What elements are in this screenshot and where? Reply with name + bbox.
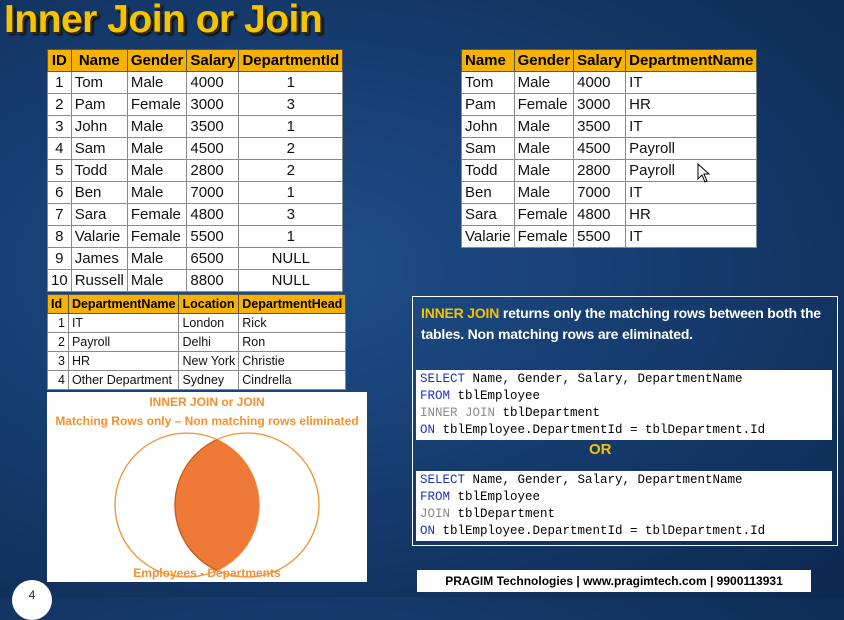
result-row-cell: Female xyxy=(514,94,574,116)
result-row-cell: Male xyxy=(514,182,574,204)
sql-keyword: SELECT xyxy=(420,372,466,386)
result-row-cell: 5500 xyxy=(574,226,626,248)
employee-row-cell: 8 xyxy=(48,226,72,248)
employee-row-cell: Todd xyxy=(71,160,127,182)
employee-row-cell: 1 xyxy=(239,72,343,94)
employee-row xyxy=(48,72,343,94)
employee-row xyxy=(48,94,343,116)
employee-row-cell: Male xyxy=(127,270,187,292)
employee-row-cell: 3 xyxy=(48,116,72,138)
employee-row-cell: 7 xyxy=(48,204,72,226)
employee-row-cell: 3500 xyxy=(187,116,239,138)
venn-diagram-panel xyxy=(47,392,367,582)
department-row-cell: 3 xyxy=(48,352,69,371)
result-row-cell: 4800 xyxy=(574,204,626,226)
employee-row-cell: 6500 xyxy=(187,248,239,270)
department-row-cell: Other Department xyxy=(68,371,179,390)
department-row-cell: Christie xyxy=(239,352,346,371)
employees-header-row xyxy=(48,50,343,72)
department-row-cell: Rick xyxy=(239,314,346,333)
employee-row-cell: 4000 xyxy=(187,72,239,94)
employee-row-cell: 3 xyxy=(239,94,343,116)
employee-row-cell: Russell xyxy=(71,270,127,292)
result-row-cell: Male xyxy=(514,72,574,94)
department-row-cell: 1 xyxy=(48,314,69,333)
employee-row-cell: Sam xyxy=(71,138,127,160)
department-row-cell: Ron xyxy=(239,333,346,352)
sql-query-inner-join xyxy=(416,370,832,440)
sql-keyword: ON xyxy=(420,524,436,538)
employees-header-cell: Gender xyxy=(127,50,187,72)
employee-row-cell: Ben xyxy=(71,182,127,204)
result-row-cell: Female xyxy=(514,226,574,248)
department-row xyxy=(48,352,346,371)
result-row xyxy=(462,116,757,138)
description-text xyxy=(421,303,831,345)
department-row-cell: IT xyxy=(68,314,179,333)
department-row-cell: 2 xyxy=(48,333,69,352)
result-row-cell: 4000 xyxy=(574,72,626,94)
departments-header-row xyxy=(48,295,346,314)
or-label: OR xyxy=(589,441,612,458)
description-keyword: INNER JOIN xyxy=(421,305,500,321)
department-row-cell: Delhi xyxy=(179,333,239,352)
employee-row-cell: Male xyxy=(127,160,187,182)
result-header-cell: DepartmentName xyxy=(626,50,757,72)
venn-diagram xyxy=(47,392,367,582)
result-row-cell: Sara xyxy=(462,204,515,226)
result-row-cell: IT xyxy=(626,182,757,204)
sql-keyword: INNER JOIN xyxy=(420,406,496,420)
department-row-cell: London xyxy=(179,314,239,333)
employee-row-cell: Male xyxy=(127,248,187,270)
result-row xyxy=(462,204,757,226)
result-row-cell: Male xyxy=(514,138,574,160)
department-row-cell: Cindrella xyxy=(239,371,346,390)
result-row-cell: Valarie xyxy=(462,226,515,248)
intersection-region xyxy=(175,433,319,577)
sql-text: Name, Gender, Salary, DepartmentName xyxy=(465,473,743,487)
result-row-cell: Male xyxy=(514,160,574,182)
result-row-cell: Tom xyxy=(462,72,515,94)
employee-row-cell: 4500 xyxy=(187,138,239,160)
employee-row-cell: NULL xyxy=(239,270,343,292)
employee-row-cell: Female xyxy=(127,226,187,248)
sql-keyword: JOIN xyxy=(420,507,451,521)
mouse-cursor-icon xyxy=(697,163,711,183)
employee-row-cell: 7000 xyxy=(187,182,239,204)
result-header-cell: Gender xyxy=(514,50,574,72)
employee-row xyxy=(48,204,343,226)
venn-subtitle: Matching Rows only – Non matching rows eliminated xyxy=(55,414,359,428)
result-row-cell: HR xyxy=(626,94,757,116)
departments-header-cell: Id xyxy=(48,295,69,314)
employees-header-cell: DepartmentId xyxy=(239,50,343,72)
result-header-cell: Name xyxy=(462,50,515,72)
employee-row-cell: John xyxy=(71,116,127,138)
result-row-cell: 3500 xyxy=(574,116,626,138)
result-row xyxy=(462,72,757,94)
employee-row-cell: 6 xyxy=(48,182,72,204)
department-row xyxy=(48,314,346,333)
employee-row-cell: Tom xyxy=(71,72,127,94)
department-row-cell: Sydney xyxy=(179,371,239,390)
departments-header-cell: DepartmentHead xyxy=(239,295,346,314)
sql-text: Name, Gender, Salary, DepartmentName xyxy=(465,372,743,386)
slide-title: Inner Join or Join xyxy=(4,0,323,41)
description-body: returns only the matching rows between both the tables. Non matching rows are eliminated. xyxy=(421,305,821,342)
result-row-cell: Todd xyxy=(462,160,515,182)
sql-text: tblEmployee.DepartmentId = tblDepartment.Id xyxy=(435,423,766,437)
result-row xyxy=(462,226,757,248)
result-row-cell: Payroll xyxy=(626,160,757,182)
result-row xyxy=(462,182,757,204)
employee-row-cell: Male xyxy=(127,182,187,204)
result-row-cell: HR xyxy=(626,204,757,226)
result-row-cell: Payroll xyxy=(626,138,757,160)
employee-row-cell: Male xyxy=(127,116,187,138)
departments-table xyxy=(47,294,346,390)
employee-row-cell: 9 xyxy=(48,248,72,270)
slide-number: 4 xyxy=(12,580,52,620)
employee-row-cell: Male xyxy=(127,72,187,94)
employee-row-cell: James xyxy=(71,248,127,270)
employee-row-cell: Sara xyxy=(71,204,127,226)
venn-caption: Employees - Departments xyxy=(133,566,281,580)
sql-keyword: SELECT xyxy=(420,473,466,487)
employees-header-cell: ID xyxy=(48,50,72,72)
departments-header-cell: Location xyxy=(179,295,239,314)
department-row xyxy=(48,371,346,390)
sql-text: tblDepartment xyxy=(450,507,556,521)
result-row-cell: Ben xyxy=(462,182,515,204)
venn-title: INNER JOIN or JOIN xyxy=(149,395,265,409)
department-row xyxy=(48,333,346,352)
department-row-cell: Payroll xyxy=(68,333,179,352)
result-row xyxy=(462,160,757,182)
result-row-cell: 4500 xyxy=(574,138,626,160)
department-row-cell: 4 xyxy=(48,371,69,390)
employees-header-cell: Salary xyxy=(187,50,239,72)
sql-keyword: ON xyxy=(420,423,436,437)
result-table xyxy=(461,49,757,248)
employee-row-cell: 1 xyxy=(48,72,72,94)
employee-row-cell: 1 xyxy=(239,116,343,138)
employee-row-cell: Male xyxy=(127,138,187,160)
result-header-cell: Salary xyxy=(574,50,626,72)
employee-row xyxy=(48,226,343,248)
sql-text: tblDepartment xyxy=(495,406,601,420)
footer-banner: PRAGIM Technologies | www.pragimtech.com | 9900113931 xyxy=(417,570,811,592)
result-row-cell: Sam xyxy=(462,138,515,160)
employee-row-cell: Female xyxy=(127,204,187,226)
employee-row-cell: 5500 xyxy=(187,226,239,248)
employee-row xyxy=(48,248,343,270)
employee-row-cell: 3 xyxy=(239,204,343,226)
result-row-cell: IT xyxy=(626,226,757,248)
sql-keyword: FROM xyxy=(420,490,451,504)
result-row-cell: John xyxy=(462,116,515,138)
employee-row-cell: 8800 xyxy=(187,270,239,292)
employee-row-cell: Female xyxy=(127,94,187,116)
employee-row xyxy=(48,160,343,182)
employee-row-cell: 3000 xyxy=(187,94,239,116)
department-row-cell: HR xyxy=(68,352,179,371)
employee-row-cell: 2800 xyxy=(187,160,239,182)
employees-header-cell: Name xyxy=(71,50,127,72)
employee-row xyxy=(48,182,343,204)
result-row xyxy=(462,94,757,116)
result-row-cell: Pam xyxy=(462,94,515,116)
employee-row-cell: Valarie xyxy=(71,226,127,248)
employee-row-cell: Pam xyxy=(71,94,127,116)
sql-text: tblEmployee xyxy=(450,490,541,504)
departments-header-cell: DepartmentName xyxy=(68,295,179,314)
employee-row xyxy=(48,138,343,160)
result-row xyxy=(462,138,757,160)
employee-row-cell: 2 xyxy=(239,138,343,160)
employee-row-cell: 4 xyxy=(48,138,72,160)
result-header-row xyxy=(462,50,757,72)
result-row-cell: Female xyxy=(514,204,574,226)
sql-keyword: FROM xyxy=(420,389,451,403)
employee-row-cell: 1 xyxy=(239,226,343,248)
employee-row-cell: 2 xyxy=(48,94,72,116)
employee-row-cell: 2 xyxy=(239,160,343,182)
employee-row-cell: 5 xyxy=(48,160,72,182)
result-row-cell: 7000 xyxy=(574,182,626,204)
result-row-cell: 2800 xyxy=(574,160,626,182)
sql-text: tblEmployee.DepartmentId = tblDepartment.Id xyxy=(435,524,766,538)
result-row-cell: Male xyxy=(514,116,574,138)
employee-row-cell: 4800 xyxy=(187,204,239,226)
employee-row xyxy=(48,270,343,292)
employee-row xyxy=(48,116,343,138)
employees-table xyxy=(47,49,343,292)
result-row-cell: IT xyxy=(626,72,757,94)
sql-text: tblEmployee xyxy=(450,389,541,403)
employee-row-cell: NULL xyxy=(239,248,343,270)
result-row-cell: 3000 xyxy=(574,94,626,116)
sql-query-join xyxy=(416,471,832,541)
employee-row-cell: 1 xyxy=(239,182,343,204)
employee-row-cell: 10 xyxy=(48,270,72,292)
result-row-cell: IT xyxy=(626,116,757,138)
department-row-cell: New York xyxy=(179,352,239,371)
